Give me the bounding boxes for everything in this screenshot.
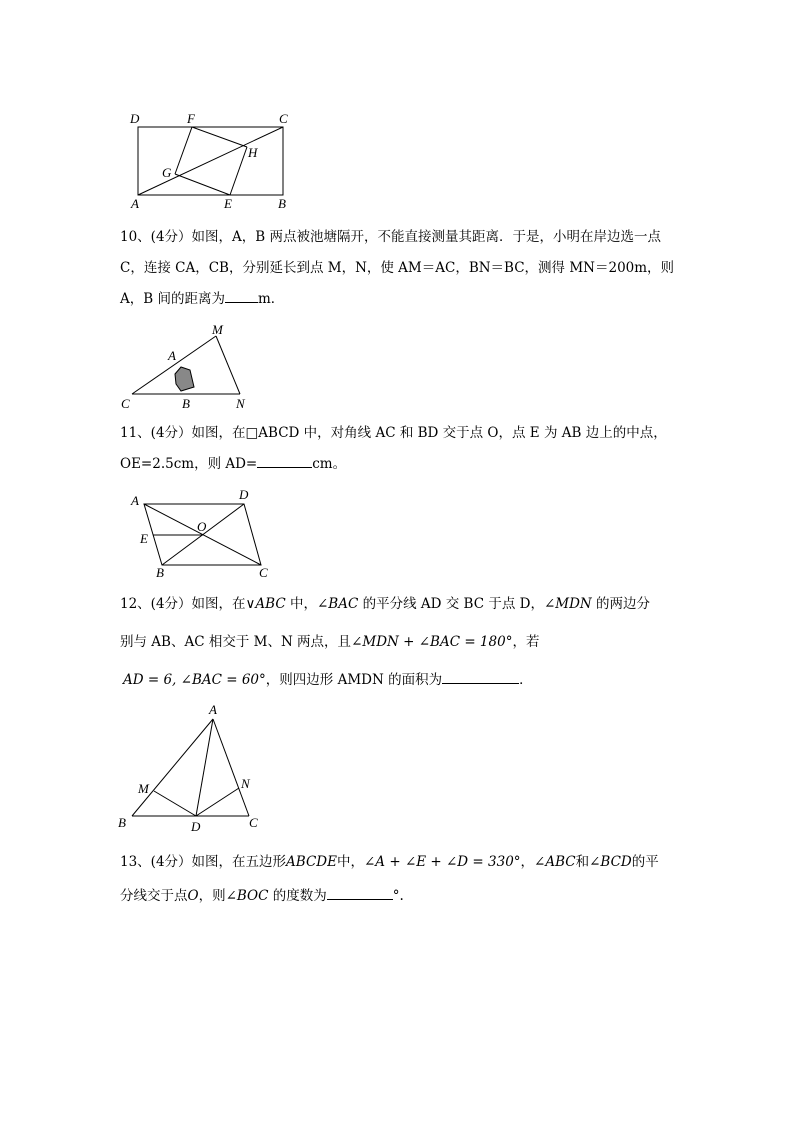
q11-line2-text: OE=2.5cm，则 AD= bbox=[120, 456, 258, 472]
question-11 bbox=[120, 418, 700, 480]
label-B: B bbox=[278, 196, 286, 211]
q13-line2-d: °. bbox=[392, 888, 404, 904]
q13-answer-blank[interactable] bbox=[327, 899, 393, 900]
q10-answer-blank[interactable] bbox=[225, 302, 258, 303]
q13-line2 bbox=[120, 879, 700, 913]
q13-line1-d: 和 bbox=[575, 854, 590, 870]
q11-unit: cm。 bbox=[312, 456, 347, 472]
q12-given: AD = 6, ∠BAC = 60° bbox=[123, 672, 266, 688]
q12-answer-blank[interactable] bbox=[442, 683, 519, 684]
label-A: A bbox=[168, 348, 176, 363]
label-A: A bbox=[209, 702, 217, 717]
label-B: B bbox=[156, 565, 164, 580]
q13-line2-c: 的度数为 bbox=[268, 888, 327, 904]
q13-pentagon: ABCDE bbox=[286, 854, 337, 870]
figure-triangle-amdn bbox=[112, 700, 272, 838]
label-M: M bbox=[212, 322, 223, 337]
label-E: E bbox=[224, 196, 232, 211]
label-C: C bbox=[259, 565, 268, 580]
label-C: C bbox=[121, 396, 130, 411]
label-E: E bbox=[140, 531, 148, 546]
q13-angle-bcd: ∠BCD bbox=[589, 854, 632, 870]
label-F: F bbox=[187, 111, 195, 126]
label-C: C bbox=[249, 815, 258, 830]
q11-line2 bbox=[120, 449, 700, 480]
q12-line3 bbox=[123, 661, 700, 699]
q12-line1 bbox=[120, 585, 700, 623]
label-N: N bbox=[241, 776, 250, 791]
question-10 bbox=[120, 222, 700, 315]
q13-line1-b: 中， bbox=[336, 854, 364, 870]
q13-line2-b: ，则 bbox=[198, 888, 226, 904]
label-B: B bbox=[118, 815, 126, 830]
q12-line1-b: 中， bbox=[285, 596, 317, 612]
q13-line2-a: 分线交于点 bbox=[120, 888, 188, 904]
q12-triangle: ∨ABC bbox=[245, 596, 286, 612]
label-A: A bbox=[131, 196, 139, 211]
q12-line1-a: 12、(4分）如图，在 bbox=[120, 596, 246, 612]
q13-line1 bbox=[120, 845, 700, 879]
q13-angle-abc: ∠ABC bbox=[534, 854, 576, 870]
q13-line1-a: 13、(4分）如图，在五边形 bbox=[120, 854, 287, 870]
label-M: M bbox=[138, 781, 149, 796]
q12-line1-d: 的两边分 bbox=[591, 596, 651, 612]
label-D: D bbox=[130, 111, 140, 126]
q12-angle-bac: ∠BAC bbox=[316, 596, 359, 612]
q12-line3-b: ． bbox=[519, 672, 533, 688]
label-A: A bbox=[131, 493, 139, 508]
q13-line1-c: ， bbox=[520, 854, 535, 870]
q12-line3-a: ，则四边形 AMDN 的面积为 bbox=[265, 672, 443, 688]
q12-line2-b: ，若 bbox=[512, 634, 540, 650]
figure-rectangle bbox=[120, 108, 310, 216]
q13-angle-boc: ∠BOC bbox=[225, 888, 269, 904]
q12-line2 bbox=[120, 623, 700, 661]
q13-point-o: O bbox=[187, 888, 199, 904]
label-H: H bbox=[248, 145, 258, 160]
label-G: G bbox=[162, 165, 172, 180]
label-B: B bbox=[182, 396, 190, 411]
label-D: D bbox=[191, 819, 201, 834]
q12-line2-a: 别与 AB、AC 相交于 M、N 两点，且 bbox=[120, 634, 352, 650]
pond-shape bbox=[175, 367, 194, 391]
label-O: O bbox=[197, 519, 207, 534]
q10-line1: 10、(4分）如图，A，B 两点被池塘隔开，不能直接测量其距离．于是，小明在岸边选一点 bbox=[120, 229, 661, 245]
q13-condition: ∠A + ∠E + ∠D = 330° bbox=[363, 854, 521, 870]
q13-line1-e: 的平 bbox=[631, 854, 659, 870]
q11-answer-blank[interactable] bbox=[257, 467, 312, 468]
q10-unit: m． bbox=[257, 291, 285, 307]
q10-line3-text: A，B 间的距离为 bbox=[120, 291, 225, 307]
q11-line1: 11、(4分）如图，在□ABCD 中，对角线 AC 和 BD 交于点 O，点 E 为 AB 边上的中点， bbox=[120, 425, 667, 441]
question-13 bbox=[120, 845, 700, 913]
q12-angle-mdn: ∠MDN bbox=[543, 596, 592, 612]
label-D: D bbox=[239, 488, 249, 502]
q10-line2: C，连接 CA，CB，分别延长到点 M，N，使 AM＝AC，BN＝BC，测得 MN＝200m，则 bbox=[120, 260, 675, 276]
question-12 bbox=[120, 585, 700, 699]
figure-pond-triangle bbox=[118, 322, 258, 414]
q10-line3 bbox=[120, 284, 700, 315]
q12-line1-c: 的平分线 AD 交 BC 于点 D， bbox=[358, 596, 544, 612]
label-N: N bbox=[236, 396, 245, 411]
q12-condition: ∠MDN + ∠BAC = 180° bbox=[351, 634, 513, 650]
label-C: C bbox=[279, 111, 288, 126]
figure-parallelogram bbox=[128, 488, 278, 580]
